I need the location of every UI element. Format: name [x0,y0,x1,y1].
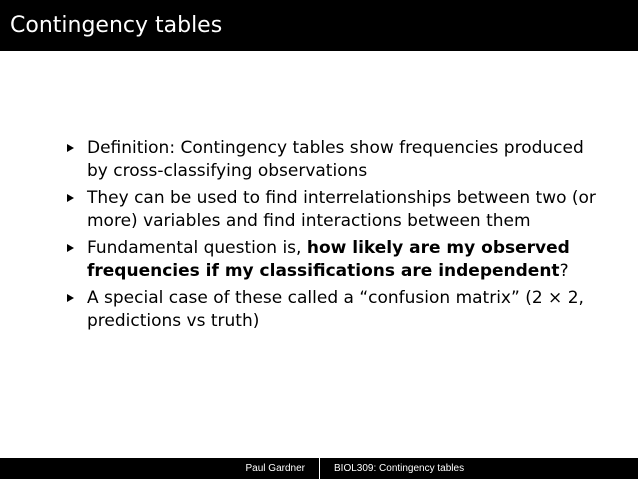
slide-title: Contingency tables [0,0,638,51]
triangle-bullet-icon [67,144,74,152]
bullet-text-emphasis: how likely are my observed frequencies if my classifications are independent [87,238,570,281]
bullet-text: Definition: Contingency tables show frequencies produced by cross-classifying observations [87,138,584,181]
triangle-bullet-icon [67,244,74,252]
footer-author: Paul Gardner [0,458,319,479]
footer-bar [0,458,638,479]
bullet-list [66,137,606,333]
bullet-item-definition [66,137,606,183]
slide-content [66,137,606,337]
triangle-bullet-icon [67,194,74,202]
bullet-text-suffix: ? [559,261,569,281]
bullet-text: They can be used to find interrelationships between two (or more) variables and find interactions between them [87,188,596,231]
bullet-item-interrelationships [66,187,606,233]
footer-title: BIOL309: Contingency tables [319,458,638,479]
bullet-item-confusion-matrix [66,287,606,333]
triangle-bullet-icon [67,294,74,302]
bullet-text: A special case of these called a “confusion matrix” (2 × 2, predictions vs truth) [87,288,584,331]
bullet-text-prefix: Fundamental question is, [87,238,307,258]
bullet-item-fundamental-question [66,237,606,283]
